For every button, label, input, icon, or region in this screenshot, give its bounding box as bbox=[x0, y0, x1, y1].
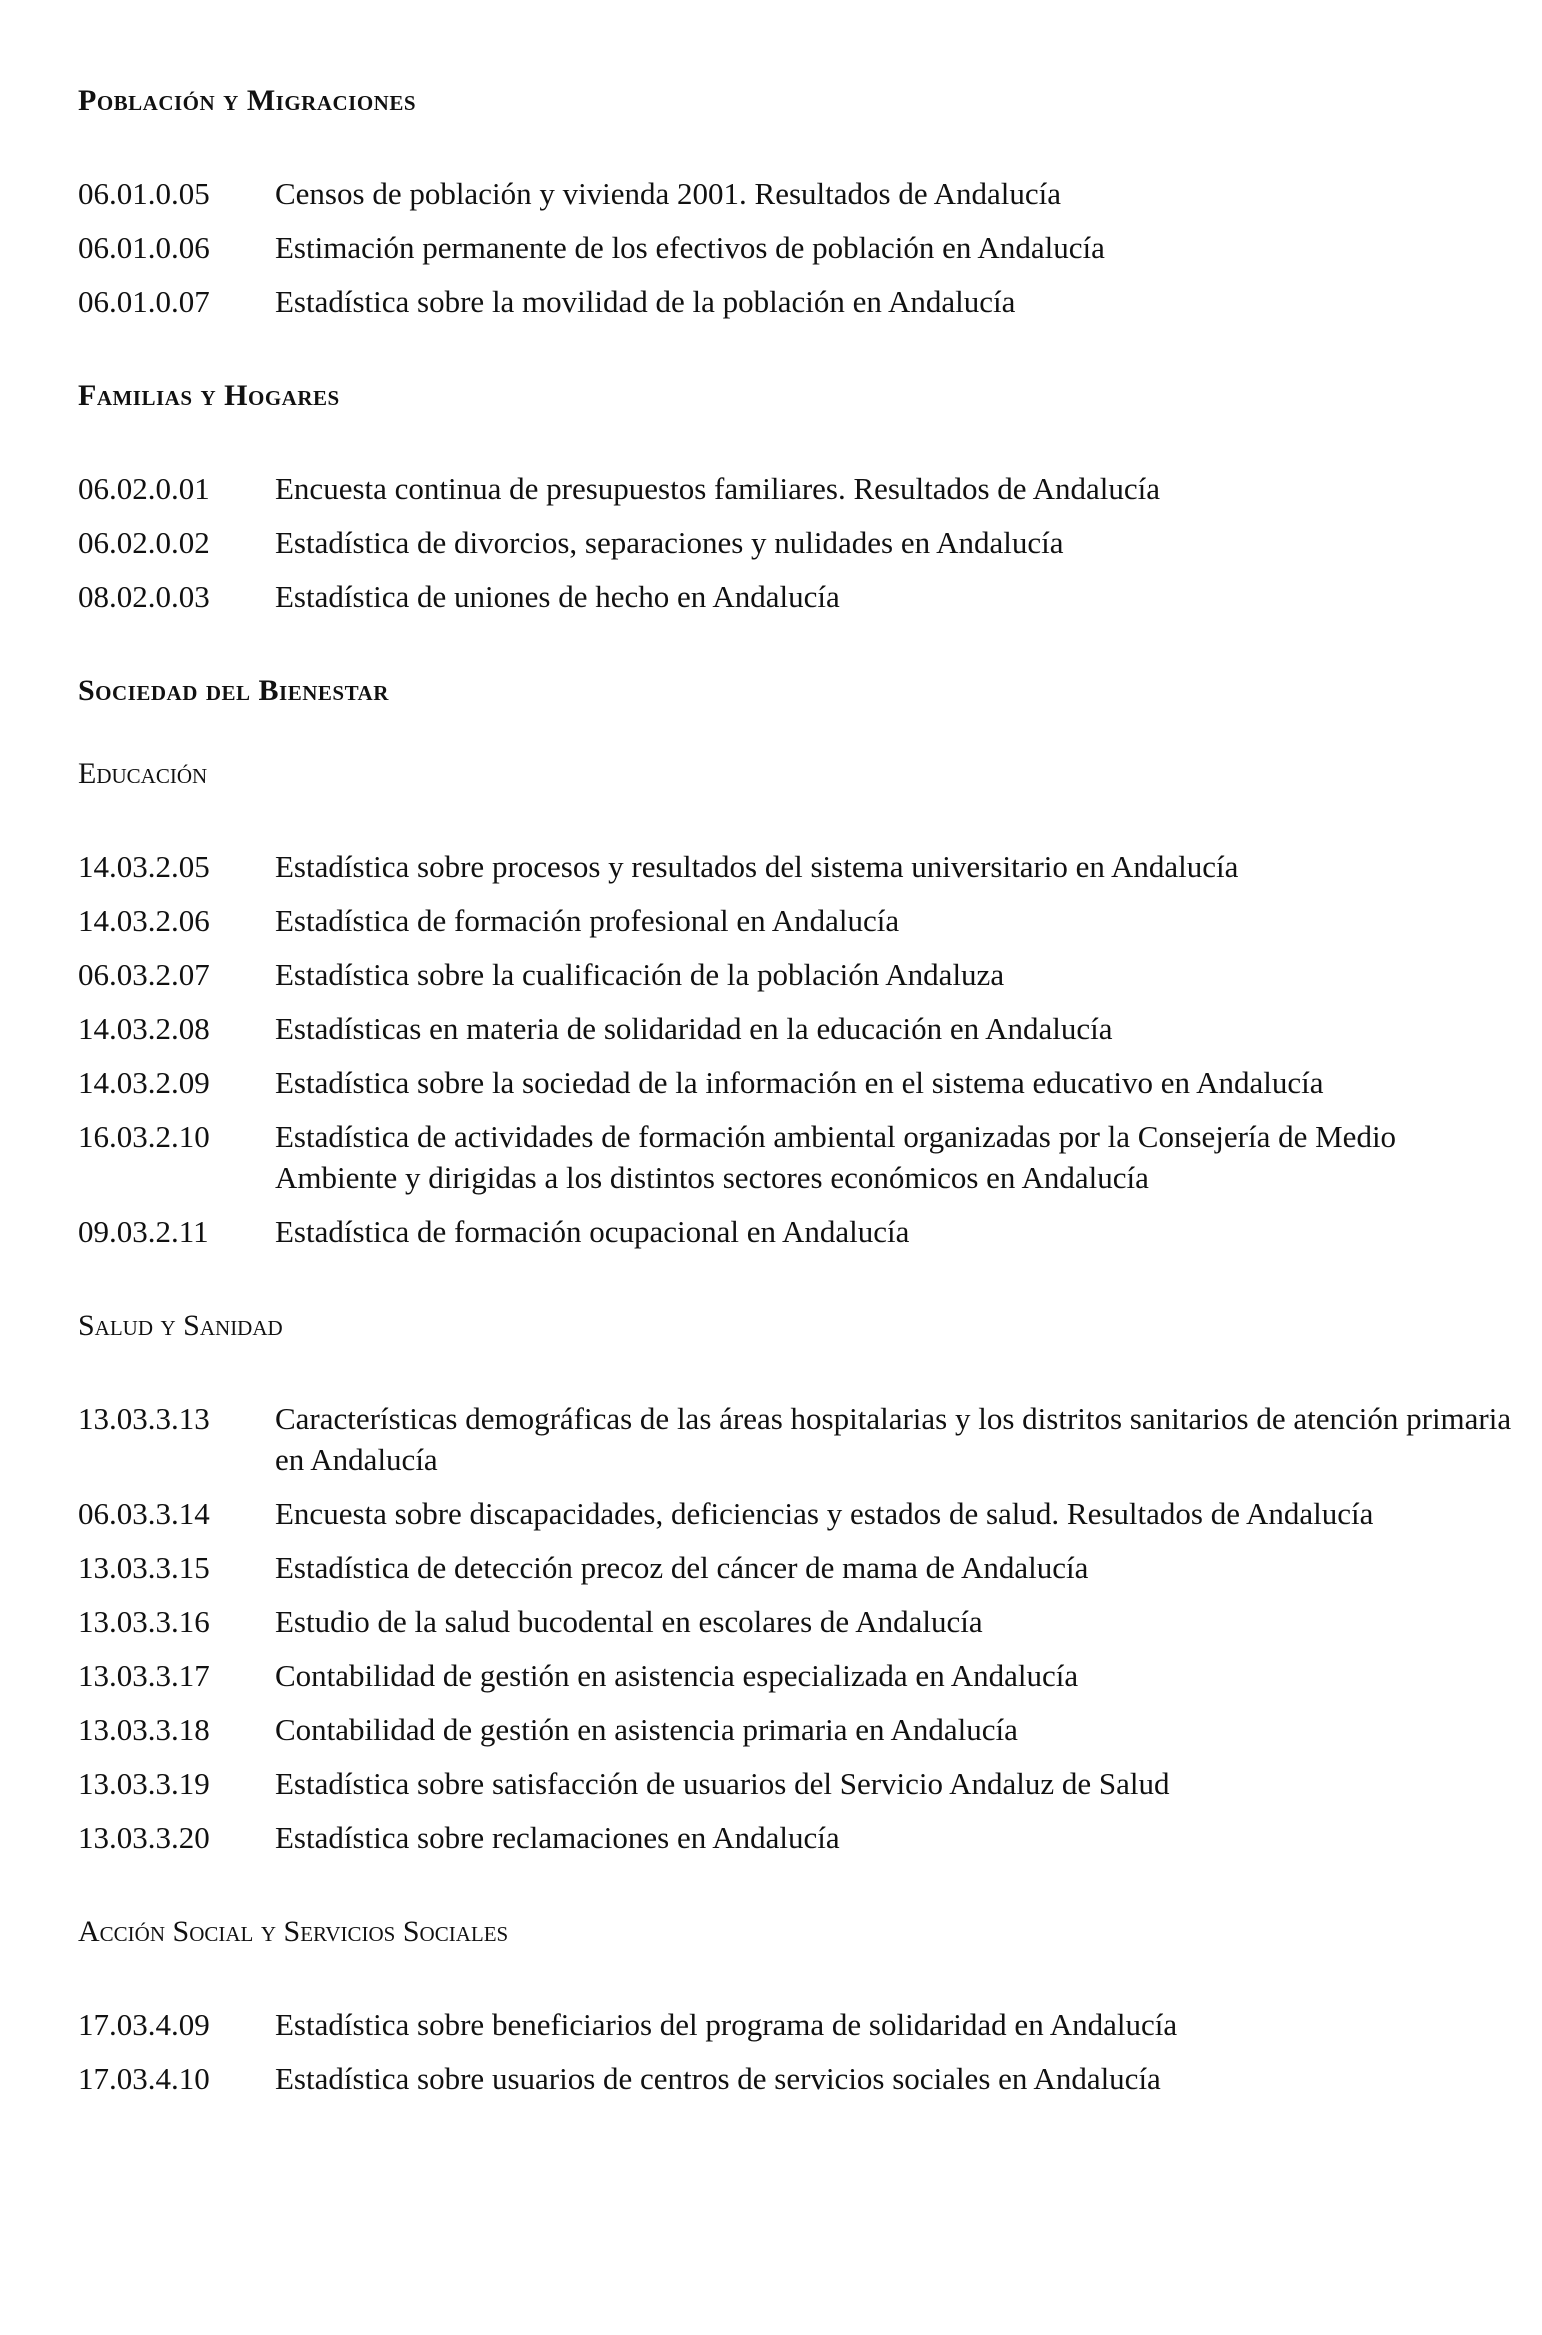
entry-title: Estadística de formación ocupacional en Andalucía bbox=[275, 1214, 910, 1249]
entry-code: 14.03.2.09 bbox=[78, 1065, 210, 1100]
list-item bbox=[78, 2058, 1518, 2099]
list-item bbox=[78, 900, 1518, 941]
entry-title: Características demográficas de las áreas hospitalarias y los distritos sanitarios de atención primaria en Andalucía bbox=[275, 1401, 1512, 1477]
entry-code: 09.03.2.11 bbox=[78, 1214, 209, 1249]
list-item bbox=[78, 1817, 1518, 1858]
heading-spacer bbox=[78, 1954, 1518, 2004]
document-content bbox=[78, 78, 1518, 2112]
subsection-spacer bbox=[78, 713, 1518, 751]
entry-list bbox=[78, 173, 1518, 322]
entry-title: Estadística de divorcios, separaciones y nulidades en Andalucía bbox=[275, 525, 1064, 560]
entry-list bbox=[78, 468, 1518, 617]
subsection-spacer bbox=[78, 1871, 1518, 1909]
entry-title: Estadística sobre beneficiarios del programa de solidaridad en Andalucía bbox=[275, 2007, 1178, 2042]
entry-title: Estimación permanente de los efectivos de población en Andalucía bbox=[275, 230, 1105, 265]
subsection-heading: Educación bbox=[78, 757, 208, 790]
subsection-heading: Acción Social y Servicios Sociales bbox=[78, 1915, 509, 1948]
entry-code: 06.01.0.05 bbox=[78, 176, 210, 211]
list-item bbox=[78, 576, 1518, 617]
entry-title: Encuesta sobre discapacidades, deficiencias y estados de salud. Resultados de Andalucía bbox=[275, 1496, 1374, 1531]
entry-list bbox=[78, 846, 1518, 1252]
entry-code: 13.03.3.19 bbox=[78, 1766, 210, 1801]
list-item bbox=[78, 522, 1518, 563]
list-item bbox=[78, 1211, 1518, 1252]
entry-code: 06.02.0.02 bbox=[78, 525, 210, 560]
list-item bbox=[78, 1493, 1518, 1534]
list-item bbox=[78, 1655, 1518, 1696]
entry-code: 13.03.3.20 bbox=[78, 1820, 210, 1855]
list-item bbox=[78, 954, 1518, 995]
list-item bbox=[78, 281, 1518, 322]
entry-code: 14.03.2.05 bbox=[78, 849, 210, 884]
entry-title: Estadística sobre usuarios de centros de servicios sociales en Andalucía bbox=[275, 2061, 1161, 2096]
entry-code: 14.03.2.06 bbox=[78, 903, 210, 938]
entry-title: Contabilidad de gestión en asistencia especializada en Andalucía bbox=[275, 1658, 1079, 1693]
list-item bbox=[78, 1763, 1518, 1804]
list-item bbox=[78, 468, 1518, 509]
entry-title: Estadística sobre la movilidad de la población en Andalucía bbox=[275, 284, 1016, 319]
list-item bbox=[78, 2004, 1518, 2045]
entry-title: Estadística sobre la sociedad de la información en el sistema educativo en Andalucía bbox=[275, 1065, 1324, 1100]
entry-title: Estadística de uniones de hecho en Andalucía bbox=[275, 579, 840, 614]
list-item bbox=[78, 846, 1518, 887]
section-heading: Familias y Hogares bbox=[78, 379, 340, 412]
entry-code: 06.01.0.06 bbox=[78, 230, 210, 265]
heading-spacer bbox=[78, 123, 1518, 173]
list-item bbox=[78, 1709, 1518, 1750]
section-spacer bbox=[78, 335, 1518, 373]
entry-title: Estadística sobre procesos y resultados del sistema universitario en Andalucía bbox=[275, 849, 1239, 884]
entry-title: Estadística de actividades de formación ambiental organizadas por la Consejería de Medio Ambiente y dirigidas a los distintos sectores económicos en Andalucía bbox=[275, 1119, 1397, 1195]
entry-list bbox=[78, 2004, 1518, 2099]
entry-code: 17.03.4.09 bbox=[78, 2007, 210, 2042]
entry-code: 06.02.0.01 bbox=[78, 471, 210, 506]
entry-title: Estadística sobre reclamaciones en Andalucía bbox=[275, 1820, 840, 1855]
entry-title: Estadística sobre la cualificación de la población Andaluza bbox=[275, 957, 1005, 992]
list-item bbox=[78, 1547, 1518, 1588]
heading-spacer bbox=[78, 796, 1518, 846]
entry-code: 13.03.3.17 bbox=[78, 1658, 210, 1693]
section-heading: Sociedad del Bienestar bbox=[78, 674, 389, 707]
list-item bbox=[78, 1062, 1518, 1103]
list-item bbox=[78, 1008, 1518, 1049]
entry-code: 14.03.2.08 bbox=[78, 1011, 210, 1046]
list-item bbox=[78, 1601, 1518, 1642]
entry-code: 16.03.2.10 bbox=[78, 1119, 210, 1154]
entry-code: 06.01.0.07 bbox=[78, 284, 210, 319]
entry-code: 17.03.4.10 bbox=[78, 2061, 210, 2096]
list-item bbox=[78, 1398, 1518, 1480]
entry-code: 13.03.3.15 bbox=[78, 1550, 210, 1585]
list-item bbox=[78, 227, 1518, 268]
entry-code: 13.03.3.13 bbox=[78, 1401, 210, 1436]
entry-code: 06.03.3.14 bbox=[78, 1496, 210, 1531]
section-spacer bbox=[78, 630, 1518, 668]
entry-code: 13.03.3.16 bbox=[78, 1604, 210, 1639]
entry-title: Estudio de la salud bucodental en escolares de Andalucía bbox=[275, 1604, 983, 1639]
entry-title: Encuesta continua de presupuestos familiares. Resultados de Andalucía bbox=[275, 471, 1160, 506]
list-item bbox=[78, 1116, 1518, 1198]
subsection-spacer bbox=[78, 1265, 1518, 1303]
entry-title: Estadística de detección precoz del cáncer de mama de Andalucía bbox=[275, 1550, 1089, 1585]
heading-spacer bbox=[78, 418, 1518, 468]
entry-title: Contabilidad de gestión en asistencia primaria en Andalucía bbox=[275, 1712, 1018, 1747]
entry-title: Estadística de formación profesional en Andalucía bbox=[275, 903, 900, 938]
entry-title: Estadística sobre satisfacción de usuarios del Servicio Andaluz de Salud bbox=[275, 1766, 1170, 1801]
entry-title: Censos de población y vivienda 2001. Resultados de Andalucía bbox=[275, 176, 1062, 211]
entry-title: Estadísticas en materia de solidaridad en la educación en Andalucía bbox=[275, 1011, 1113, 1046]
entry-list bbox=[78, 1398, 1518, 1858]
entry-code: 08.02.0.03 bbox=[78, 579, 210, 614]
entry-code: 13.03.3.18 bbox=[78, 1712, 210, 1747]
entry-code: 06.03.2.07 bbox=[78, 957, 210, 992]
subsection-heading: Salud y Sanidad bbox=[78, 1309, 283, 1342]
list-item bbox=[78, 173, 1518, 214]
heading-spacer bbox=[78, 1348, 1518, 1398]
section-heading: Población y Migraciones bbox=[78, 84, 417, 117]
